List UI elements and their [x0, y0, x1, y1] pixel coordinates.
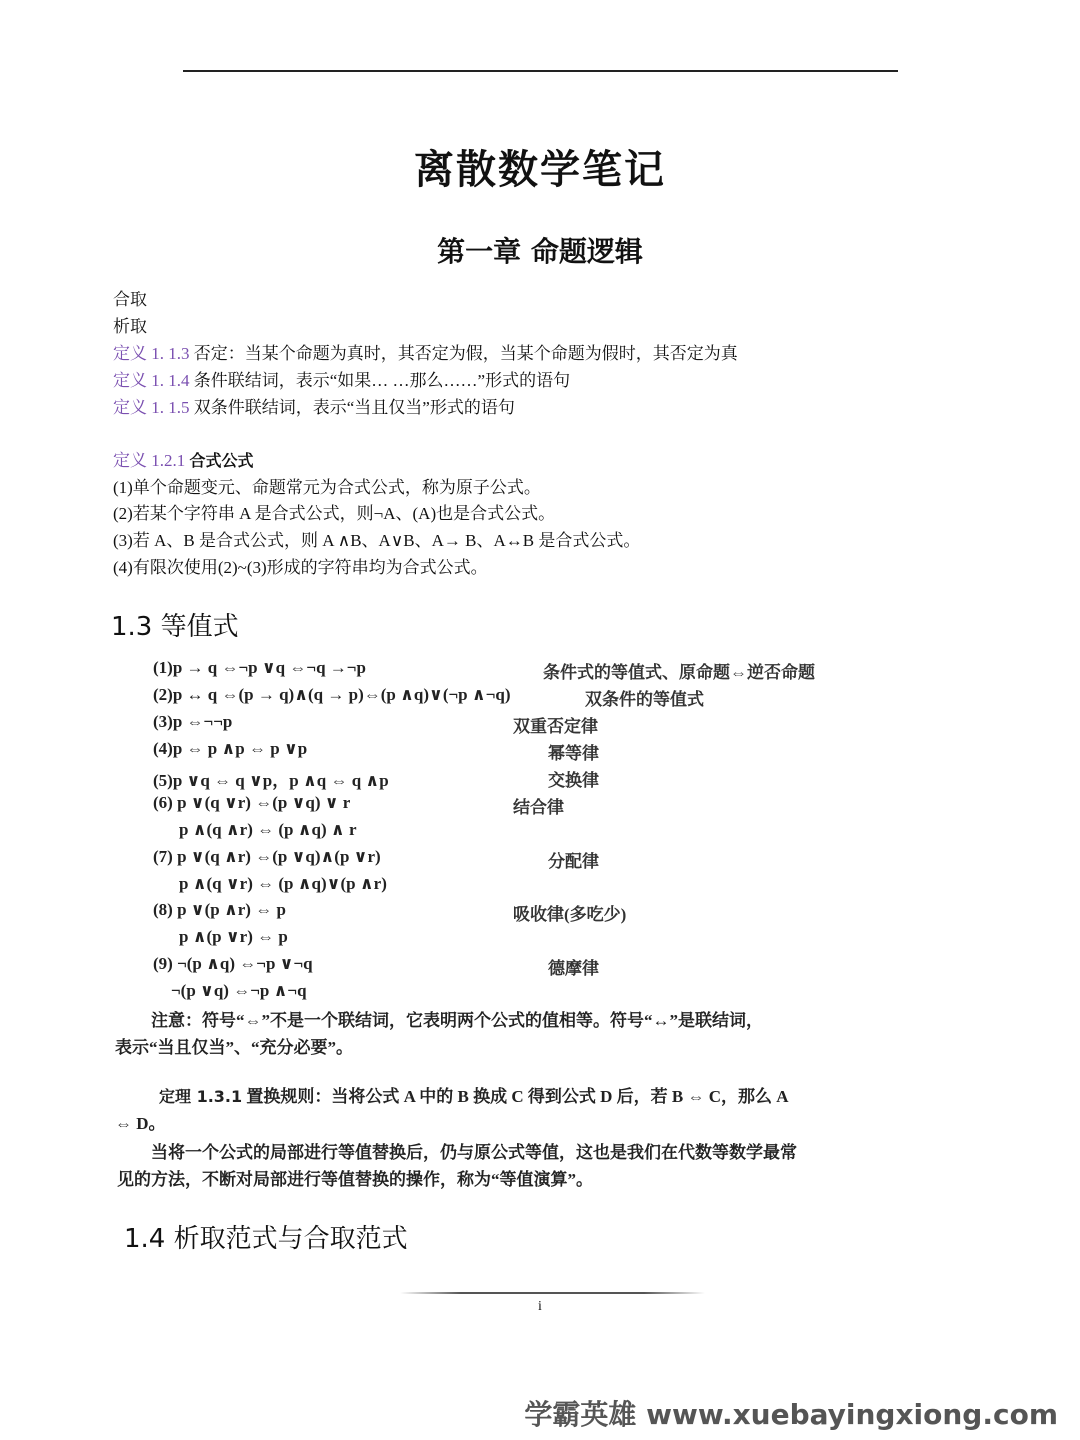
equivalence-formula: (6) p ∨(q ∨r) ⇔(p ∨q) ∨ r — [153, 793, 351, 812]
definition-line — [113, 393, 515, 418]
equivalence-law: 分配律 — [548, 852, 599, 871]
equivalence-law: 幂等律 — [548, 744, 599, 763]
wff-item: (3)若 A、B 是合式公式，则 A ∧B、A∨B、A→ B、A↔B 是合式公式。 — [113, 531, 641, 550]
theorem-text: 置换规则：当将公式 A 中的 B 换成 C 得到公式 D 后，若 B ⇔ C，那么 A — [246, 1087, 789, 1106]
equivalence-law: 结合律 — [513, 798, 564, 817]
equivalence-law: 吸收律(多吃少) — [513, 905, 627, 924]
intro-line-disjunction: 析取 — [113, 317, 147, 336]
page-number: i — [538, 1299, 542, 1314]
note-line: 注意：符号“⇔”不是一个联结词，它表明两个公式的值相等。符号“↔”是联结词， — [151, 1011, 763, 1030]
equivalence-formula: p ∧(p ∨r) ⇔ p — [179, 927, 288, 946]
definition-label: 定义 1. 1.5 — [113, 398, 190, 417]
equivalence-formula: p ∧(q ∧r) ⇔ (p ∧q) ∧ r — [179, 820, 357, 839]
equivalence-formula: (5)p ∨q ⇔ q ∨p，p ∧q ⇔ q ∧p — [153, 771, 389, 790]
theorem-label: 定理 1.3.1 — [159, 1087, 243, 1106]
chapter-title: 第一章 命题逻辑 — [437, 235, 643, 268]
wff-item: (2)若某个字符串 A 是合式公式，则¬A、(A)也是合式公式。 — [113, 504, 556, 523]
equivalence-law: 条件式的等值式、原命题⇔逆否命题 — [543, 663, 815, 682]
theorem-line: ⇔ D。 — [115, 1114, 166, 1133]
definition-title: 合式公式 — [189, 451, 254, 470]
wff-item: (4)有限次使用(2)~(3)形成的字符串均为合式公式。 — [113, 558, 488, 577]
definition-label: 定义 1. 1.3 — [113, 344, 190, 363]
equivalence-formula: (4)p ⇔ p ∧p ⇔ p ∨p — [153, 739, 308, 758]
equivalence-law: 德摩律 — [548, 959, 599, 978]
equivalence-formula: (2)p ↔ q ⇔(p → q)∧(q → p)⇔(p ∧q)∨(¬p ∧¬q) — [153, 685, 511, 704]
equivalence-formula: p ∧(q ∨r) ⇔ (p ∧q)∨(p ∧r) — [179, 874, 387, 893]
definition-text: 否定：当某个命题为真时，其否定为假，当某个命题为假时，其否定为真 — [193, 344, 738, 363]
theorem-line — [159, 1082, 789, 1107]
definition-text: 双条件联结词，表示“当且仅当”形式的语句 — [193, 398, 515, 417]
equivalence-formula: (3)p ⇔¬¬p — [153, 712, 233, 731]
footer-rule — [400, 1292, 705, 1294]
definition-label: 定义 1.2.1 — [113, 451, 186, 470]
watermark: 学霸英雄 www.xuebayingxiong.com — [524, 1398, 1058, 1431]
definition-line — [113, 339, 738, 364]
equivalence-law: 双重否定律 — [513, 717, 598, 736]
wff-item: (1)单个命题变元、命题常元为合式公式，称为原子公式。 — [113, 478, 541, 497]
theorem-paragraph-line: 当将一个公式的局部进行等值替换后，仍与原公式等值，这也是我们在代数等数学最常 — [151, 1143, 797, 1162]
definition-text: 条件联结词，表示“如果… …那么……”形式的语句 — [193, 371, 571, 390]
equivalence-law: 双条件的等值式 — [585, 690, 704, 709]
wff-definition-heading — [113, 446, 254, 471]
theorem-paragraph-line: 见的方法，不断对局部进行等值替换的操作，称为“等值演算”。 — [117, 1170, 593, 1189]
document-title: 离散数学笔记 — [414, 147, 666, 193]
equivalence-formula: (8) p ∨(p ∧r) ⇔ p — [153, 900, 286, 919]
section-heading-1-4: 1.4 析取范式与合取范式 — [124, 1224, 408, 1254]
definition-label: 定义 1. 1.4 — [113, 371, 190, 390]
equivalence-formula: ¬(p ∨q) ⇔¬p ∧¬q — [171, 981, 307, 1000]
header-rule — [183, 70, 898, 72]
equivalence-law: 交换律 — [548, 771, 599, 790]
note-line: 表示“当且仅当”、“充分必要”。 — [115, 1038, 353, 1057]
equivalence-formula: (9) ¬(p ∧q) ⇔¬p ∨¬q — [153, 954, 313, 973]
definition-line — [113, 366, 570, 391]
equivalence-formula: (1)p → q ⇔¬p ∨q ⇔¬q →¬p — [153, 658, 366, 677]
intro-line-conjunction: 合取 — [113, 290, 147, 309]
equivalence-formula: (7) p ∨(q ∧r) ⇔(p ∨q)∧(p ∨r) — [153, 847, 381, 866]
section-heading-1-3: 1.3 等值式 — [111, 612, 239, 642]
